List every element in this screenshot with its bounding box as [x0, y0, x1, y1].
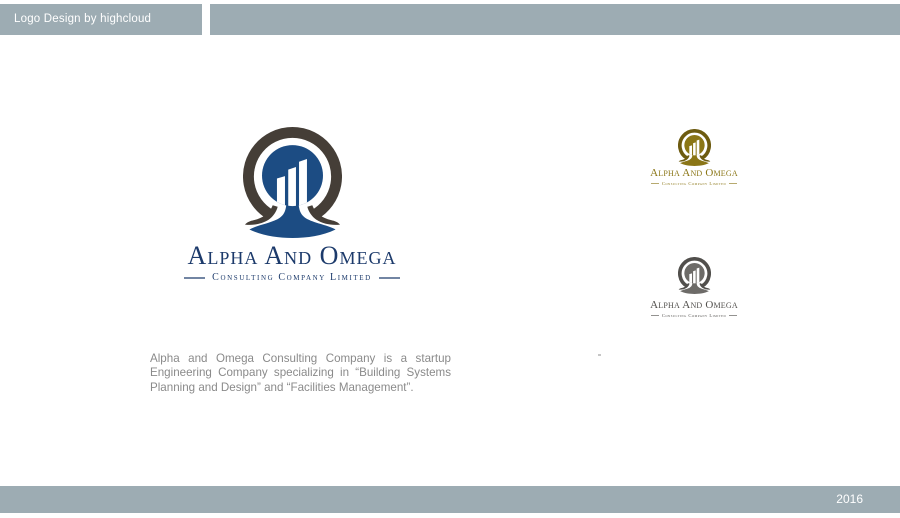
footer-bar — [0, 486, 900, 513]
omega-mark-icon — [678, 129, 711, 166]
logo-variant-gold — [644, 129, 744, 186]
brand-name: Alpha And Omega — [650, 299, 738, 312]
separator-dash-right — [729, 315, 737, 316]
stray-mark — [598, 354, 601, 356]
logo-variant-grayscale — [644, 257, 744, 318]
header-bar-right — [210, 4, 900, 35]
separator-dash-left — [184, 277, 205, 279]
brand-descriptor: Consulting Company Limited — [212, 272, 372, 284]
separator-dash-left — [651, 315, 659, 316]
separator-dash-right — [379, 277, 400, 279]
header-title: Logo Design by highcloud — [14, 13, 152, 25]
header-bar-left — [0, 4, 202, 35]
brand-name: Alpha And Omega — [187, 241, 397, 270]
brand-descriptor-row — [644, 181, 744, 186]
logo-primary — [167, 127, 417, 283]
brand-name: Alpha And Omega — [650, 167, 738, 180]
brand-descriptor-row — [167, 272, 417, 283]
omega-mark-icon — [678, 257, 711, 294]
brand-descriptor: Consulting Company Limited — [661, 312, 727, 318]
footer-year: 2016 — [836, 492, 863, 506]
omega-mark-icon — [243, 127, 342, 239]
brand-descriptor: Consulting Company Limited — [661, 180, 727, 186]
description-text: Alpha and Omega Consulting Company is a startup Engineering Company specializing in “Building Systems Planning and Design” and “Facilities Management”. — [150, 352, 451, 394]
separator-dash-left — [651, 183, 659, 184]
separator-dash-right — [729, 183, 737, 184]
brand-descriptor-row — [644, 313, 744, 318]
